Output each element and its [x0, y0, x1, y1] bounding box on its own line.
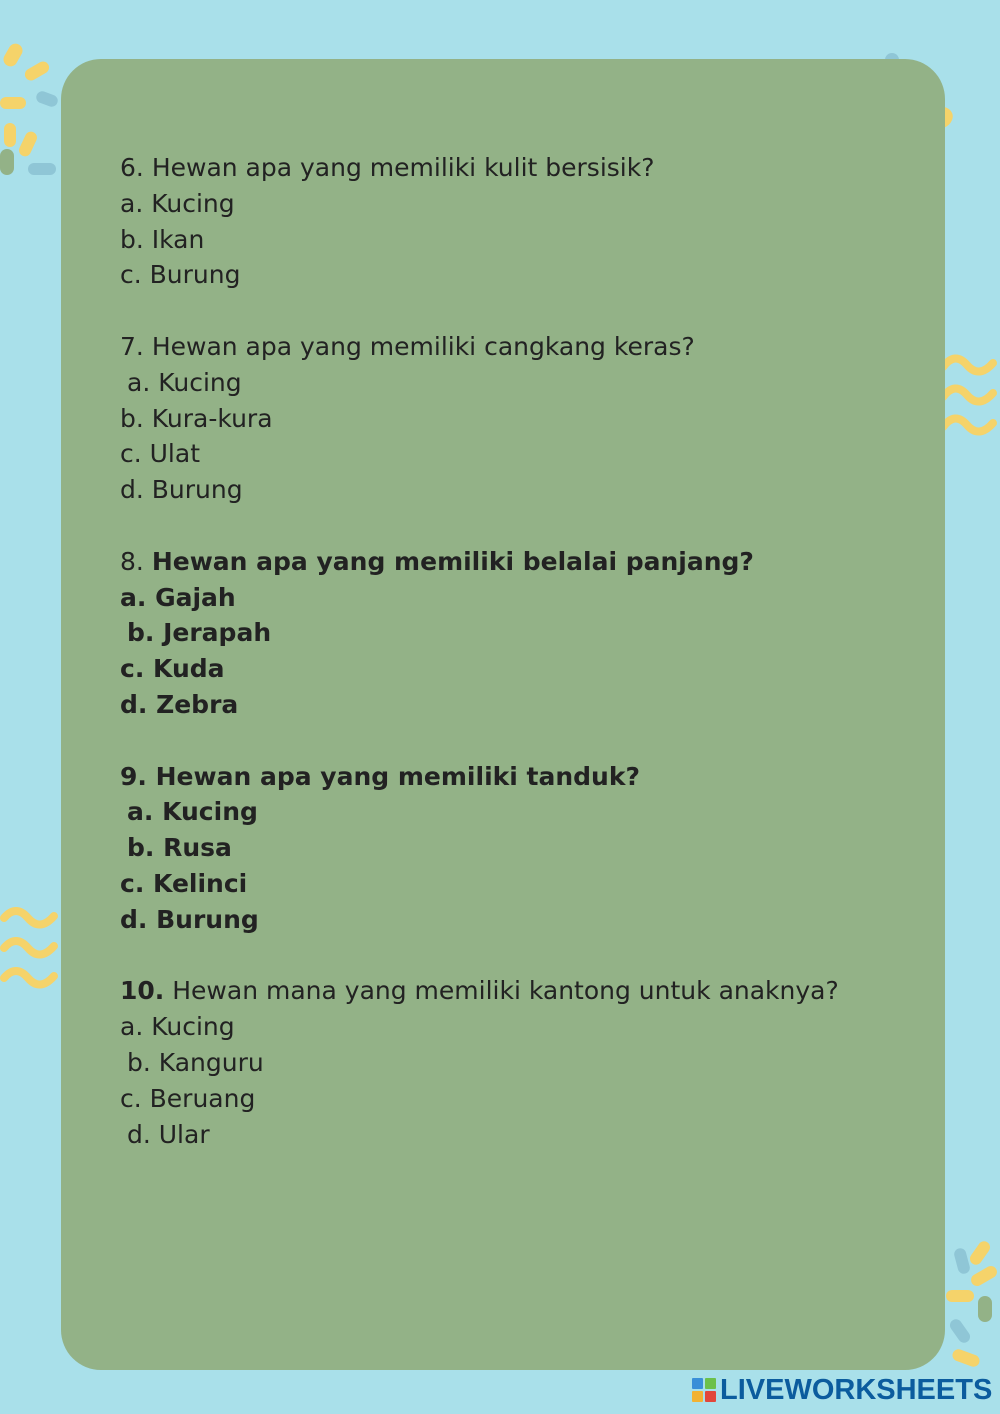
option[interactable]: c. Kuda [120, 654, 225, 684]
option[interactable]: b. Jerapah [127, 618, 272, 648]
confetti-bottom-right [940, 1240, 1000, 1380]
question-7: 7. Hewan apa yang memiliki cangkang keras? [120, 331, 695, 361]
option[interactable]: c. Ulat [120, 439, 201, 469]
option[interactable]: c. Beruang [120, 1083, 256, 1113]
option[interactable]: c. Burung [120, 260, 241, 290]
option[interactable]: d. Burung [120, 475, 243, 505]
option[interactable]: a. Kucing [127, 797, 258, 827]
option[interactable]: d. Zebra [120, 689, 239, 719]
question-10: 10. Hewan mana yang memiliki kantong untuk anaknya? [120, 976, 839, 1006]
option[interactable]: a. Kucing [127, 367, 242, 397]
option[interactable]: a. Kucing [120, 188, 235, 218]
option[interactable]: a. Gajah [120, 582, 236, 612]
logo-icon [692, 1378, 716, 1402]
question-8: 8. Hewan apa yang memiliki belalai panjang? [120, 546, 754, 576]
option[interactable]: b. Ikan [120, 224, 205, 254]
question-list [120, 150, 920, 1152]
option[interactable]: b. Kura-kura [120, 403, 273, 433]
option[interactable]: d. Ular [127, 1119, 210, 1149]
option[interactable]: c. Kelinci [120, 868, 248, 898]
confetti-top-left [0, 35, 70, 185]
option[interactable]: b. Rusa [127, 833, 232, 863]
option[interactable]: b. Kanguru [127, 1047, 264, 1077]
question-6: 6. Hewan apa yang memiliki kulit bersisik? [120, 153, 655, 182]
liveworksheets-logo [692, 1375, 992, 1405]
question-9: 9. Hewan apa yang memiliki tanduk? [120, 761, 640, 791]
option[interactable]: a. Kucing [120, 1012, 235, 1042]
squiggle-left [0, 900, 62, 995]
logo-text: LIVEWORKSHEETS [720, 1373, 993, 1406]
option[interactable]: d. Burung [120, 904, 259, 934]
